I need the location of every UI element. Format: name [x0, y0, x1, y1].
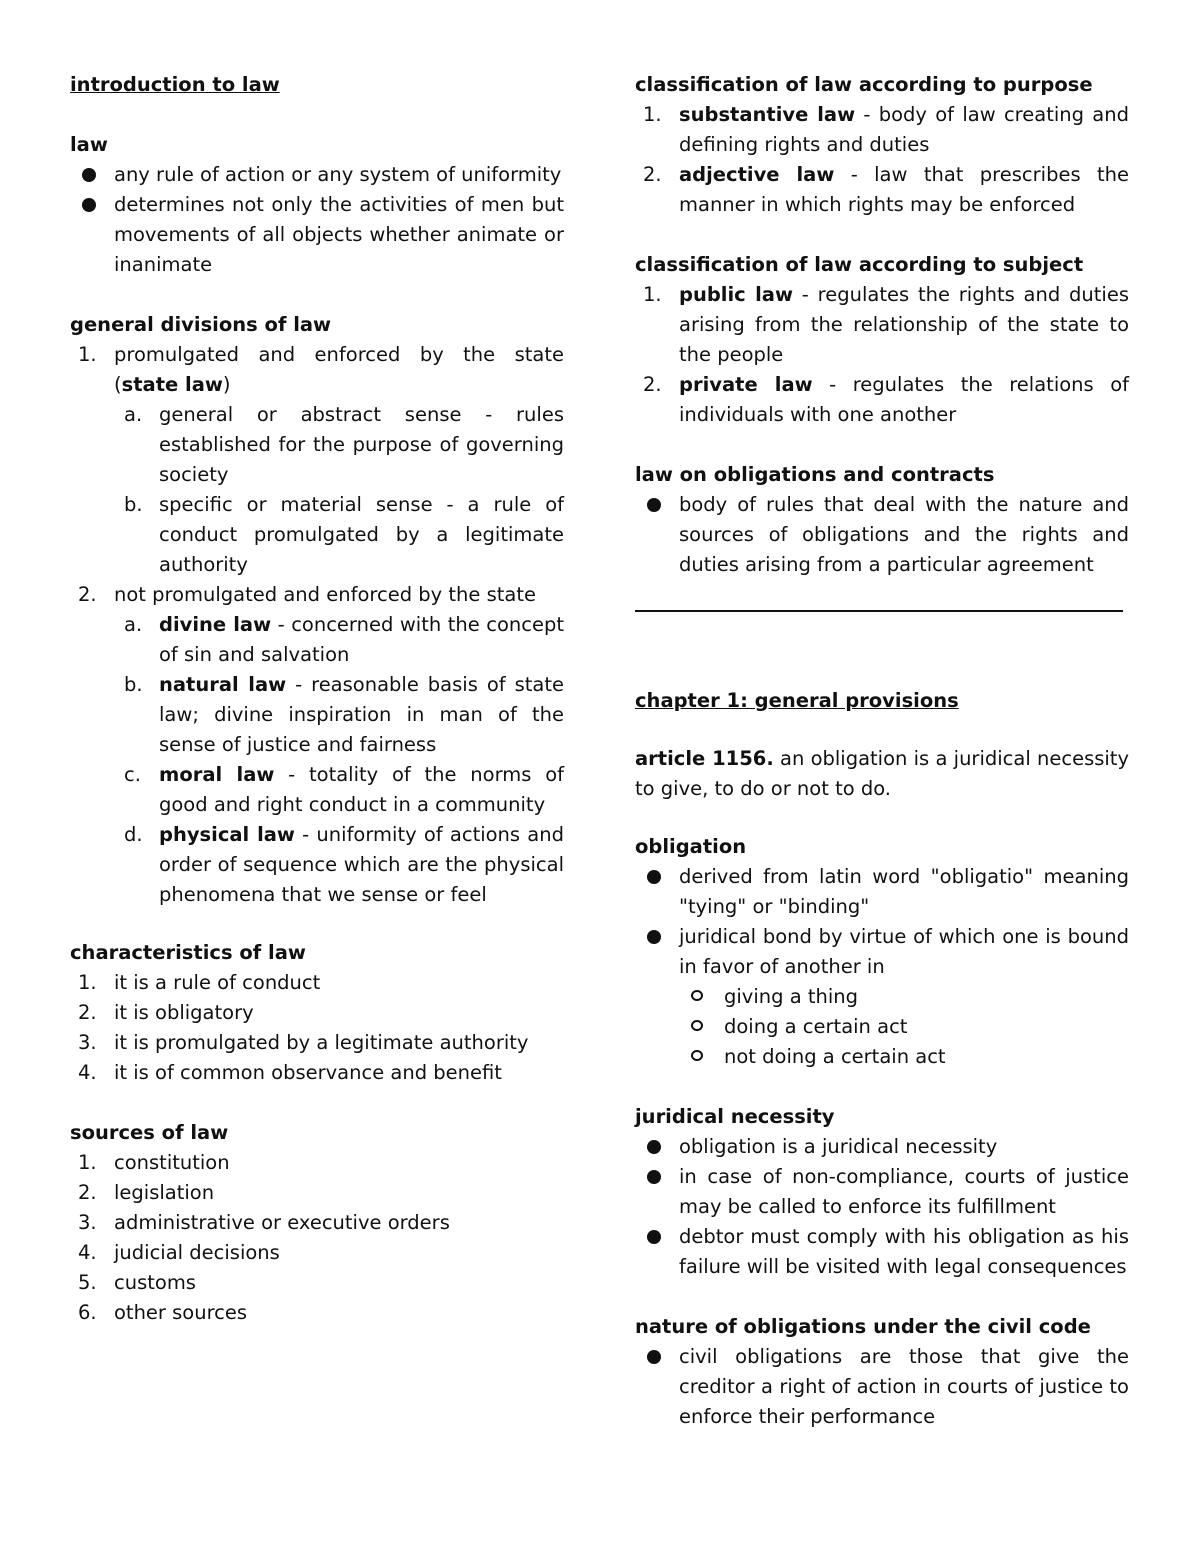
list-item: giving a thing [635, 982, 1129, 1012]
bullet-icon [647, 930, 661, 944]
list-item: d. physical law - uniformity of actions and order of sequence which are the physical phenomena that we sense or feel [124, 823, 564, 906]
bullet-icon [647, 870, 661, 884]
list-item: 1. it is a rule of conduct [78, 971, 321, 994]
list-item: b. natural law - reasonable basis of state law; divine inspiration in man of the sense of justice and fairness [124, 673, 564, 756]
list-item: obligation is a juridical necessity [635, 1132, 1129, 1162]
list-item: 2. it is obligatory [78, 1001, 254, 1024]
oblicon-heading: law on obligations and contracts [635, 463, 995, 486]
circle-bullet-icon [691, 1020, 703, 1031]
list-item: 4. it is of common observance and benefit [78, 1061, 502, 1084]
list-item: 1. substantive law - body of law creating and defining rights and duties [643, 103, 1129, 156]
bullet-icon [82, 198, 96, 212]
list-item: not doing a certain act [635, 1042, 1129, 1072]
list-item: doing a certain act [635, 1012, 1129, 1042]
circle-bullet-icon [691, 990, 703, 1001]
bullet-icon [82, 168, 96, 182]
list-item: determines not only the activities of men but movements of all objects whether animate or inanimate [70, 190, 564, 280]
list-item: 2. private law - regulates the relations of individuals with one another [643, 373, 1129, 426]
subject-heading: classification of law according to subject [635, 253, 1084, 276]
list-item: civil obligations are those that give the creditor a right of action in courts of justice to enforce their performance [635, 1342, 1129, 1432]
list-item: derived from latin word "obligatio" meaning "tying" or "binding" [635, 862, 1129, 922]
list-item: juridical bond by virtue of which one is bound in favor of another in [635, 922, 1129, 982]
divisions-heading: general divisions of law [70, 313, 332, 336]
list-item: 4. judicial decisions [78, 1241, 280, 1264]
list-item: b. specific or material sense - a rule of conduct promulgated by a legitimate authority [124, 493, 564, 576]
obligation-heading: obligation [635, 835, 747, 858]
list-item: 3. administrative or executive orders [78, 1211, 450, 1234]
bullet-icon [647, 1350, 661, 1364]
list-item: any rule of action or any system of uniformity [70, 160, 564, 190]
right-column [635, 70, 1129, 1432]
list-item: debtor must comply with his obligation as his failure will be visited with legal consequences [635, 1222, 1129, 1282]
list-item: 1. public law - regulates the rights and duties arising from the relationship of the state to the people [643, 283, 1130, 366]
list-item: a. general or abstract sense - rules established for the purpose of governing society [124, 403, 564, 486]
list-item: body of rules that deal with the nature and sources of obligations and the rights and duties arising from a particular agreement [635, 490, 1129, 580]
article-text: article 1156. an obligation is a juridical necessity to give, to do or not to do. [635, 747, 1129, 800]
list-item: 2. not promulgated and enforced by the state [78, 583, 536, 606]
list-item: 3. it is promulgated by a legitimate authority [78, 1031, 529, 1054]
sources-heading: sources of law [70, 1121, 229, 1144]
law-heading: law [70, 133, 108, 156]
list-item: 2. adjective law - law that prescribes the manner in which rights may be enforced [643, 163, 1129, 216]
left-column [70, 70, 564, 1328]
list-item: in case of non-compliance, courts of justice may be called to enforce its fulfillment [635, 1162, 1129, 1222]
nature-heading: nature of obligations under the civil code [635, 1315, 1091, 1338]
page-title: introduction to law [70, 73, 280, 96]
bullet-icon [647, 1170, 661, 1184]
list-item: a. divine law - concerned with the concept of sin and salvation [124, 613, 565, 666]
characteristics-heading: characteristics of law [70, 941, 306, 964]
list-item: 5. customs [78, 1271, 196, 1294]
list-item: 6. other sources [78, 1301, 248, 1324]
list-item: 2. legislation [78, 1181, 215, 1204]
circle-bullet-icon [691, 1050, 703, 1061]
list-item: 1. constitution [78, 1151, 230, 1174]
bullet-icon [647, 1140, 661, 1154]
necessity-heading: juridical necessity [635, 1105, 835, 1128]
chapter-title: chapter 1: general provisions [635, 689, 959, 712]
list-item: 1. promulgated and enforced by the state (state law) [78, 343, 564, 396]
bullet-icon [647, 1230, 661, 1244]
bullet-icon [647, 498, 661, 512]
purpose-heading: classification of law according to purpose [635, 73, 1093, 96]
list-item: c. moral law - totality of the norms of good and right conduct in a community [124, 763, 564, 816]
